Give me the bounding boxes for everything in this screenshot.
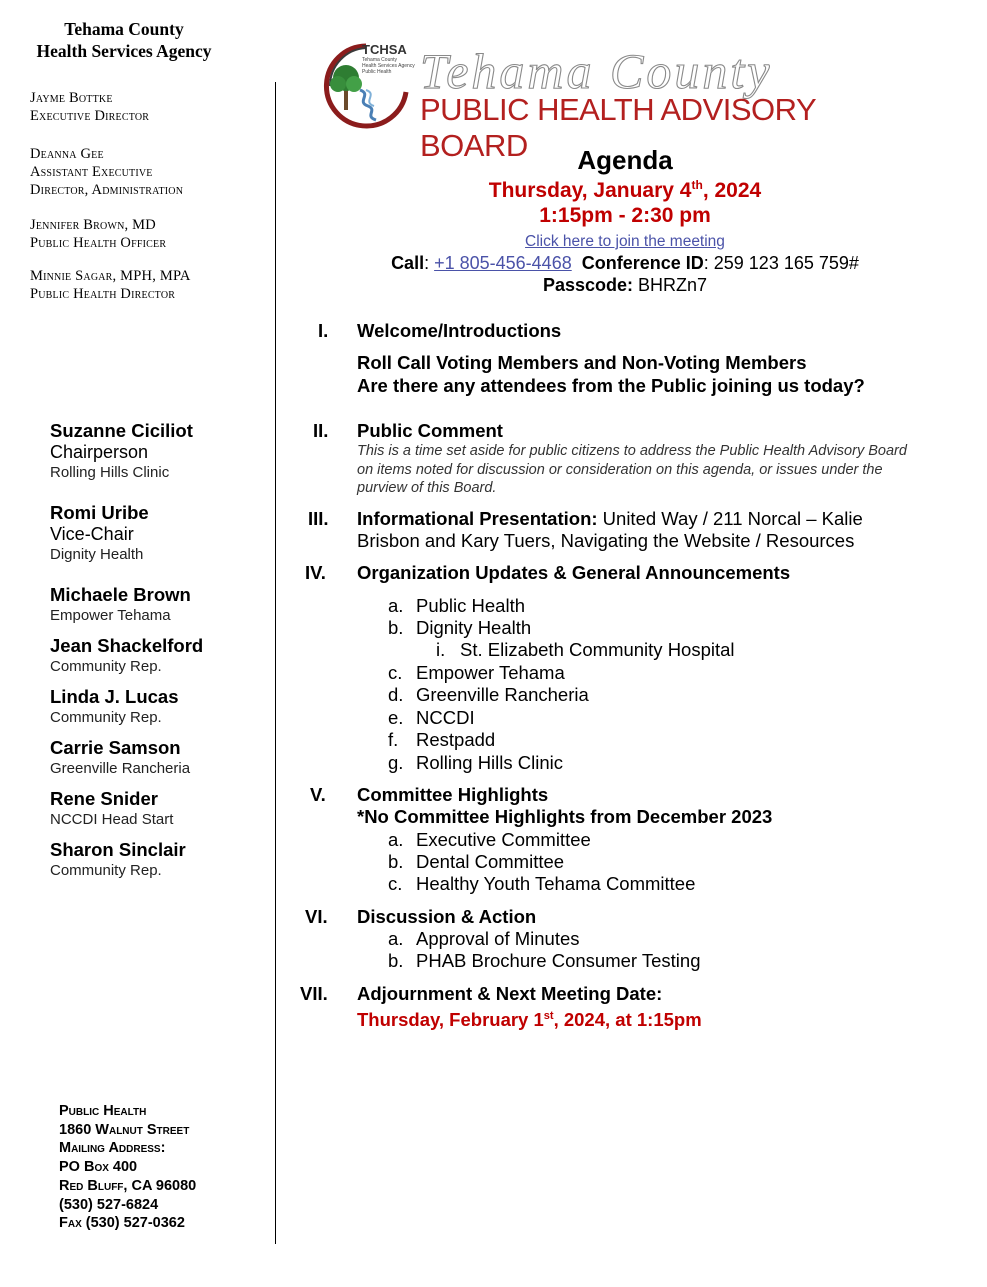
next-meeting-sup: st (543, 1010, 554, 1022)
item-number: V. (310, 784, 326, 805)
staff-brown (30, 216, 166, 252)
staff-title: Executive Director (30, 108, 150, 124)
member-name: Rene Snider (50, 788, 158, 809)
logo-board-title: PUBLIC HEALTH ADVISORY BOARD (420, 92, 816, 163)
item-number: II. (313, 420, 329, 441)
item-title: Informational Presentation: (357, 508, 598, 529)
meeting-date-year: , 2024 (702, 179, 762, 202)
member-org: Rolling Hills Clinic (50, 464, 170, 481)
list-text: St. Elizabeth Community Hospital (460, 639, 735, 660)
item-note: *No Committee Highlights from December 2023 (357, 806, 773, 827)
list-marker: e. (388, 707, 404, 728)
list-marker: b. (388, 617, 404, 638)
member-name: Sharon Sinclair (50, 839, 186, 860)
next-meeting-text: Thursday, February 1 (357, 1009, 544, 1031)
meeting-date-text: Thursday, January 4 (488, 179, 692, 202)
list-item (436, 639, 735, 661)
logo-sub-line: Tehama County (362, 57, 398, 63)
list-marker: c. (388, 662, 403, 683)
list-text: Greenville Rancheria (416, 684, 589, 705)
staff-title: Assistant Executive (30, 164, 153, 180)
member-lucas (50, 686, 179, 727)
agency-line-1: Tehama County (64, 19, 184, 39)
list-text: Rolling Hills Clinic (416, 752, 564, 773)
item-title: Welcome/Introductions (357, 320, 562, 341)
staff-bottke (30, 89, 149, 125)
member-name: Jean Shackelford (50, 635, 204, 656)
list-text: Empower Tehama (416, 662, 565, 683)
list-item (388, 729, 495, 751)
member-uribe (50, 502, 149, 564)
item-number: VI. (305, 906, 328, 927)
list-item (388, 617, 531, 639)
list-marker: c. (388, 873, 403, 894)
list-text: Healthy Youth Tehama Committee (416, 873, 696, 894)
address-line: 1860 Walnut Street (59, 1121, 190, 1138)
list-marker: b. (388, 851, 404, 872)
staff-name: Jennifer Brown, MD (30, 217, 156, 233)
item-line: Are there any attendees from the Public joining us today? (357, 375, 865, 396)
member-org: Community Rep. (50, 709, 162, 726)
call-info: Call: +1 805-456-4468 Conference ID: 259 123 165 759# (391, 253, 859, 273)
call-label: Call (391, 253, 425, 273)
address-line: PO Box 400 (59, 1159, 138, 1176)
agenda-title: Agenda (577, 145, 673, 175)
join-meeting-link[interactable]: Click here to join the meeting (525, 233, 725, 250)
member-org: Community Rep. (50, 862, 162, 879)
phone-link[interactable]: +1 805-456-4468 (434, 253, 572, 273)
item-title: Committee Highlights (357, 784, 549, 805)
item-text: Brisbon and Kary Tuers, Navigating the Website / Resources (357, 530, 855, 551)
logo-subtext (362, 57, 415, 75)
address-line: Fax (530) 527-0362 (59, 1215, 185, 1232)
logo-sub-line: Public Health (362, 69, 392, 75)
meeting-date (275, 178, 975, 203)
list-marker: i. (436, 639, 446, 660)
member-org: Dignity Health (50, 546, 144, 563)
staff-sagar (30, 267, 191, 303)
item-line (357, 508, 863, 530)
member-name: Linda J. Lucas (50, 686, 179, 707)
logo-abbr: TCHSA (362, 42, 407, 57)
passcode-info (275, 275, 975, 296)
staff-name: Minnie Sagar, MPH, MPA (30, 268, 191, 284)
staff-gee (30, 145, 183, 199)
list-marker: d. (388, 684, 404, 705)
address-line: (530) 527-6824 (59, 1196, 159, 1213)
member-name: Suzanne Ciciliot (50, 420, 193, 441)
staff-name: Deanna Gee (30, 146, 104, 162)
list-item (388, 851, 564, 873)
list-item (388, 684, 589, 706)
next-meeting-year: , 2024, at 1:15pm (553, 1009, 702, 1031)
item-number: IV. (305, 562, 326, 583)
member-org: Community Rep. (50, 658, 162, 675)
list-marker: a. (388, 829, 404, 850)
meeting-time: 1:15pm - 2:30 pm (539, 204, 711, 227)
staff-name: Jayme Bottke (30, 90, 113, 106)
member-snider (50, 788, 173, 829)
next-meeting-date (357, 1005, 702, 1031)
list-text: Executive Committee (416, 829, 591, 850)
item-title: Discussion & Action (357, 906, 537, 927)
item-line: Roll Call Voting Members and Non-Voting Members (357, 352, 807, 373)
list-marker: f. (388, 729, 399, 750)
conference-id: : 259 123 165 759# (703, 253, 859, 273)
member-role: Vice-Chair (50, 524, 134, 544)
member-name: Carrie Samson (50, 737, 181, 758)
logo-sub-line: Health Services Agency (362, 63, 415, 69)
list-text: Dental Committee (416, 851, 565, 872)
member-michaele-brown (50, 584, 191, 625)
logo-script-title: Tehama County (420, 43, 773, 99)
list-item (388, 950, 700, 972)
list-text: PHAB Brochure Consumer Testing (416, 950, 701, 971)
staff-title: Public Health Officer (30, 235, 167, 251)
list-item (388, 829, 591, 851)
list-item (388, 662, 565, 684)
member-shackelford (50, 635, 203, 676)
member-sinclair (50, 839, 186, 880)
list-item (388, 752, 563, 774)
member-org: Empower Tehama (50, 607, 171, 624)
item-title: Public Comment (357, 420, 503, 441)
member-name: Romi Uribe (50, 502, 149, 523)
list-marker: a. (388, 928, 404, 949)
item-text: United Way / 211 Norcal – Kalie (597, 508, 863, 529)
list-text: Dignity Health (416, 617, 532, 638)
address-line: Public Health (59, 1103, 147, 1119)
member-org: Greenville Rancheria (50, 760, 191, 777)
passcode-value: BHRZn7 (633, 275, 708, 295)
list-item (388, 707, 475, 729)
mailing-address (59, 1102, 196, 1233)
staff-title: Public Health Director (30, 286, 176, 302)
list-marker: a. (388, 595, 404, 616)
address-line: Mailing Address: (59, 1140, 166, 1157)
item-number: III. (308, 508, 329, 529)
list-item (388, 928, 580, 950)
list-text: Restpadd (416, 729, 496, 750)
passcode-label: Passcode: (542, 275, 633, 295)
list-marker: g. (388, 752, 404, 773)
list-item (388, 873, 695, 895)
staff-title: Director, Administration (30, 182, 184, 198)
agency-name (28, 18, 220, 62)
address-line: Red Bluff, CA 96080 (59, 1177, 197, 1194)
meeting-date-sup: th (691, 178, 703, 192)
member-samson (50, 737, 190, 778)
list-text: Public Health (416, 595, 526, 616)
member-name: Michaele Brown (50, 584, 191, 605)
member-role: Chairperson (50, 442, 149, 462)
public-comment-note: This is a time set aside for public citizens to address the Public Health Advisory Board on items noted for discussion or consideration on this agenda, or issues under the purview of this Board. (357, 443, 907, 496)
item-title: Organization Updates & General Announcements (357, 562, 791, 583)
member-org: NCCDI Head Start (50, 811, 174, 828)
conference-label: Conference ID (581, 253, 704, 273)
list-item (388, 595, 525, 617)
list-text: NCCDI (416, 707, 475, 728)
list-text: Approval of Minutes (416, 928, 580, 949)
item-title: Adjournment & Next Meeting Date: (357, 983, 663, 1004)
list-marker: b. (388, 950, 404, 971)
item-number: I. (318, 320, 329, 341)
agency-line-2: Health Services Agency (36, 41, 212, 61)
member-ciciliot (50, 420, 193, 482)
item-number: VII. (300, 983, 328, 1004)
